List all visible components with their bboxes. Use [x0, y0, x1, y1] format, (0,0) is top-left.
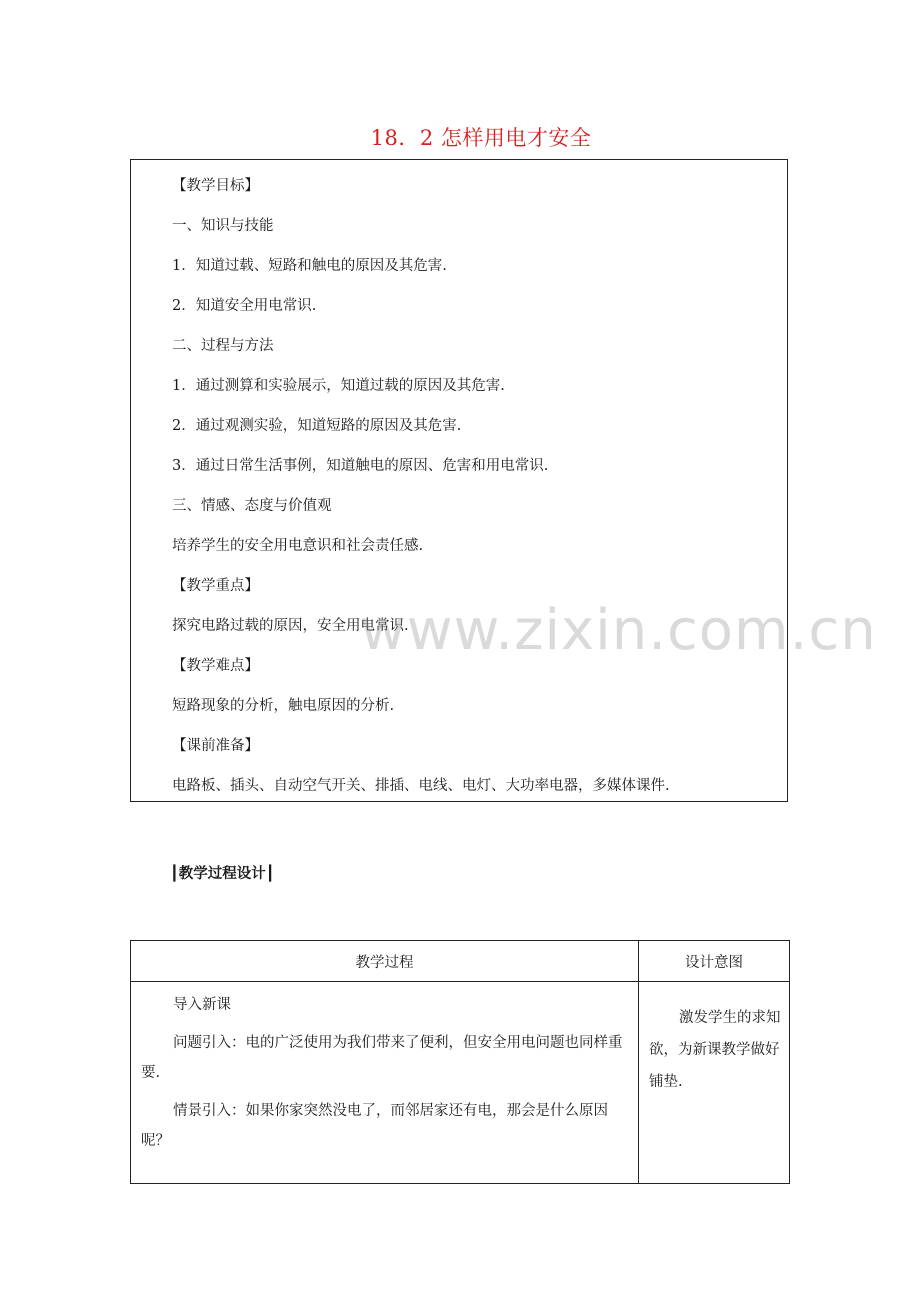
question-intro: 问题引入：电的广泛使用为我们带来了便利，但安全用电问题也同样重要.	[141, 1035, 623, 1081]
process-table	[130, 940, 790, 1184]
difficulties-heading: 【教学难点】	[172, 658, 259, 674]
section-attitude: 三、情感、态度与价值观	[172, 498, 332, 514]
goal-item: 1．知道过载、短路和触电的原因及其危害.	[172, 258, 447, 274]
process-cell	[131, 982, 639, 1184]
goal-item: 1．通过测算和实验展示，知道过载的原因及其危害.	[172, 378, 505, 394]
header-process: 教学过程	[131, 941, 639, 982]
table-header-row	[131, 941, 790, 982]
key-points-text: 探究电路过载的原因，安全用电常识.	[172, 618, 409, 634]
goal-item: 培养学生的安全用电意识和社会责任感.	[172, 538, 424, 554]
key-points-heading: 【教学重点】	[172, 578, 259, 594]
goal-item: 2．知道安全用电常识.	[172, 298, 317, 314]
table-row	[131, 982, 790, 1184]
teaching-goals-box	[130, 159, 788, 802]
page-title: 18．2 怎样用电才安全	[370, 126, 592, 150]
goals-heading: 【教学目标】	[172, 178, 259, 194]
intent-text: 激发学生的求知欲，为新课教学做好铺垫.	[649, 1010, 781, 1090]
intent-cell	[639, 982, 790, 1184]
preparation-heading: 【课前准备】	[172, 738, 259, 754]
goal-item: 2．通过观测实验，知道短路的原因及其危害.	[172, 418, 462, 434]
difficulties-text: 短路现象的分析，触电原因的分析.	[172, 698, 395, 714]
watermark: www.zixin.com.cn	[360, 598, 877, 663]
section-process: 二、过程与方法	[172, 338, 274, 354]
scenario-intro: 情景引入：如果你家突然没电了，而邻居家还有电，那会是什么原因呢？	[141, 1103, 608, 1149]
process-heading: ┃教学过程设计┃	[170, 866, 275, 882]
preparation-text: 电路板、插头、自动空气开关、排插、电线、电灯、大功率电器，多媒体课件.	[172, 778, 670, 794]
header-intent: 设计意图	[639, 941, 790, 982]
goal-item: 3．通过日常生活事例，知道触电的原因、危害和用电常识.	[172, 458, 549, 474]
section-knowledge: 一、知识与技能	[172, 218, 274, 234]
intro-title: 导入新课	[173, 997, 231, 1013]
